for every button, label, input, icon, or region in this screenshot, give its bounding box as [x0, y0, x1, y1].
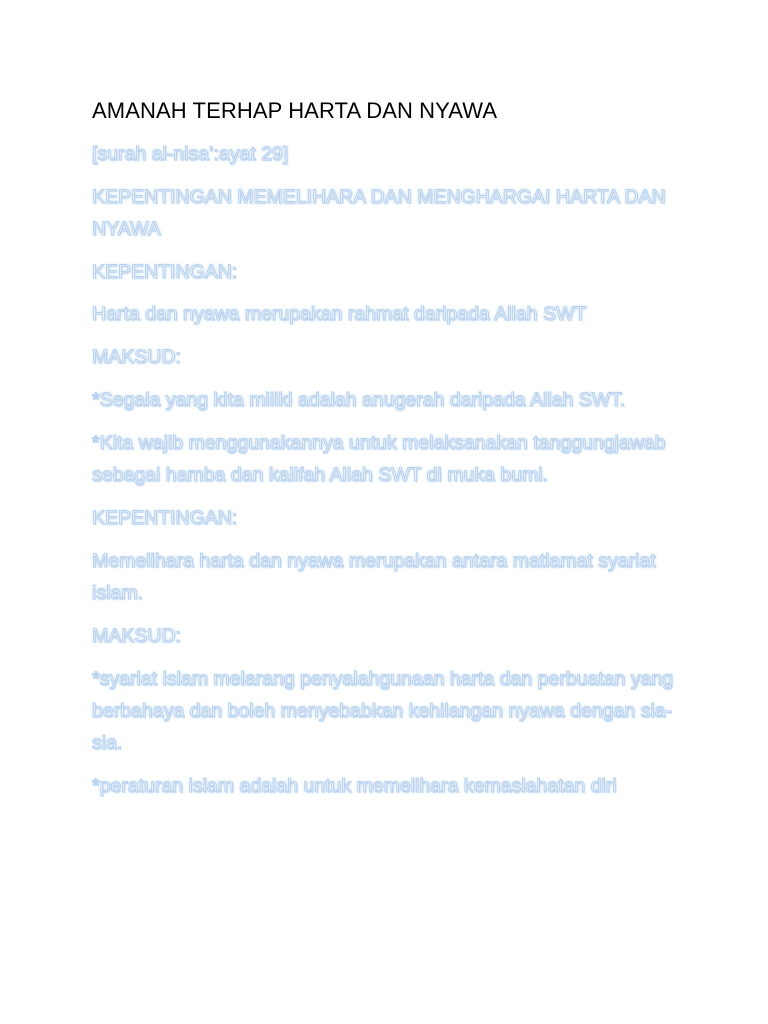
- maksud-point-2: *Kita wajib menggunakannya untuk melaksanakan tanggungjawab sebagai hamba dan kalifah Allah SWT di muka bumi.: [92, 432, 666, 486]
- maksud-point-3: *syariat islam melarang penyalahgunaan harta dan perbuatan yang berbahaya dan boleh menyebabkan kehilangan nyawa dengan sia-sia.: [92, 668, 674, 754]
- kepentingan-label-2: KEPENTINGAN:: [92, 507, 238, 529]
- section-heading: KEPENTINGAN MEMELIHARA DAN MENGHARGAI HARTA DAN NYAWA: [92, 186, 666, 240]
- maksud-point-1: *Segala yang kita miliki adalah anugerah daripada Allah SWT.: [92, 389, 626, 411]
- maksud-label-2: MAKSUD:: [92, 625, 181, 647]
- kepentingan-label-1: KEPENTINGAN:: [92, 261, 238, 283]
- document-title: AMANAH TERHAP HARTA DAN NYAWA: [92, 98, 498, 123]
- surah-reference: [surah al-nisa’:ayat 29]: [92, 143, 289, 165]
- kepentingan-text-1: Harta dan nyawa merupakan rahmat daripada Allah SWT: [92, 303, 587, 325]
- kepentingan-text-2: Memelihara harta dan nyawa merupakan antara matlamat syariat islam.: [92, 550, 656, 604]
- maksud-point-4: *peraturan islam adalah untuk memelihara kemaslahatan diri: [92, 775, 617, 797]
- maksud-label-1: MAKSUD:: [92, 346, 181, 368]
